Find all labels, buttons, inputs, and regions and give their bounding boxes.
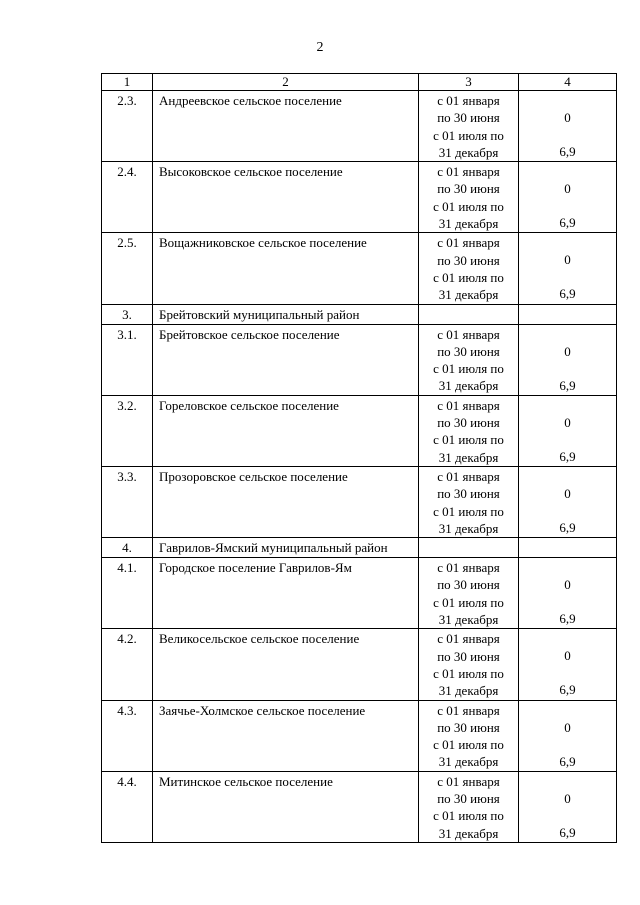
period-line: 31 декабря [438, 520, 499, 536]
value-stack [519, 162, 616, 231]
row-number: 3.3. [102, 466, 153, 537]
table-row [102, 466, 617, 537]
row-name: Заячье-Холмское сельское поселение [153, 700, 419, 771]
period-line: с 01 января [437, 93, 500, 108]
group-row [102, 538, 617, 558]
column-header-1: 1 [102, 74, 153, 91]
value-first-half: 0 [564, 485, 571, 501]
row-period [419, 629, 519, 700]
period-line: с 01 января [437, 773, 500, 789]
row-period [419, 324, 519, 395]
value-stack [519, 396, 616, 465]
row-period [419, 91, 519, 162]
period-line: по 30 июня [437, 648, 500, 664]
period-line: по 30 июня [437, 252, 500, 268]
row-value [519, 538, 617, 558]
row-name: Митинское сельское поселение [153, 771, 419, 842]
value-second-half: 6,9 [559, 448, 576, 464]
period-line: по 30 июня [437, 719, 500, 735]
row-name: Прозоровское сельское поселение [153, 466, 419, 537]
period-line: по 30 июня [437, 181, 500, 197]
value-first-half: 0 [564, 648, 571, 664]
period-line: по 30 июня [437, 343, 500, 359]
value-stack [519, 701, 616, 770]
period-line: с 01 июля по [433, 127, 504, 143]
row-period [419, 466, 519, 537]
period-line: 31 декабря [438, 754, 499, 770]
period-line: 31 декабря [438, 825, 499, 841]
row-value [519, 629, 617, 700]
row-number: 3. [102, 304, 153, 324]
table-body [102, 74, 617, 843]
period-line: с 01 июля по [433, 665, 504, 681]
period-line: с 01 января [437, 326, 500, 342]
row-value [519, 324, 617, 395]
row-number: 4.1. [102, 558, 153, 629]
row-period [419, 304, 519, 324]
value-first-half: 0 [564, 577, 571, 593]
row-period [419, 700, 519, 771]
row-value [519, 700, 617, 771]
table-row [102, 162, 617, 233]
period-line: с 01 июля по [433, 808, 504, 824]
row-number: 4.4. [102, 771, 153, 842]
period-line: с 01 июля по [433, 737, 504, 753]
row-value [519, 558, 617, 629]
period-line: 31 декабря [438, 612, 499, 628]
row-period [419, 162, 519, 233]
value-second-half: 6,9 [559, 144, 576, 159]
row-number: 3.2. [102, 395, 153, 466]
value-second-half: 6,9 [559, 824, 576, 840]
value-stack [519, 558, 616, 627]
period-line: с 01 января [437, 164, 500, 180]
row-name: Великосельское сельское поселение [153, 629, 419, 700]
column-header-3: 3 [419, 74, 519, 91]
table-row [102, 91, 617, 162]
row-name: Городское поселение Гаврилов-Ям [153, 558, 419, 629]
column-header-4: 4 [519, 74, 617, 91]
table-header-row [102, 74, 617, 91]
row-number: 2.5. [102, 233, 153, 304]
value-first-half: 0 [564, 790, 571, 806]
row-name: Вощажниковское сельское поселение [153, 233, 419, 304]
period-line: 31 декабря [438, 287, 499, 303]
table-row [102, 700, 617, 771]
period-line: 31 декабря [438, 144, 499, 160]
period-line: по 30 июня [437, 790, 500, 806]
value-second-half: 6,9 [559, 377, 576, 393]
value-second-half: 6,9 [559, 215, 576, 231]
period-line: по 30 июня [437, 486, 500, 502]
row-number: 4.3. [102, 700, 153, 771]
column-header-2: 2 [153, 74, 419, 91]
row-value [519, 233, 617, 304]
row-value [519, 395, 617, 466]
row-name: Брейтовское сельское поселение [153, 324, 419, 395]
period-line: с 01 января [437, 235, 500, 251]
row-name: Гаврилов-Ямский муниципальный район [153, 538, 419, 558]
table-row [102, 558, 617, 629]
row-period [419, 771, 519, 842]
row-number: 2.3. [102, 91, 153, 162]
row-period [419, 395, 519, 466]
period-line: с 01 января [437, 468, 500, 484]
value-first-half: 0 [564, 343, 571, 359]
row-value [519, 91, 617, 162]
value-second-half: 6,9 [559, 286, 576, 302]
row-number: 4. [102, 538, 153, 558]
value-stack [519, 325, 616, 394]
row-value [519, 771, 617, 842]
period-line: с 01 июля по [433, 503, 504, 519]
row-name: Высоковское сельское поселение [153, 162, 419, 233]
row-period [419, 538, 519, 558]
value-stack [519, 233, 616, 302]
row-number: 4.2. [102, 629, 153, 700]
period-line: по 30 июня [437, 415, 500, 431]
period-line: 31 декабря [438, 216, 499, 232]
group-row [102, 304, 617, 324]
value-second-half: 6,9 [559, 682, 576, 698]
value-first-half: 0 [564, 252, 571, 268]
row-number: 2.4. [102, 162, 153, 233]
period-line: с 01 января [437, 560, 500, 576]
page-number: 2 [316, 40, 324, 55]
value-stack [519, 467, 616, 536]
period-line: по 30 июня [437, 577, 500, 593]
period-line: с 01 июля по [433, 361, 504, 377]
period-line: с 01 января [437, 631, 500, 647]
value-second-half: 6,9 [559, 753, 576, 769]
period-line: с 01 января [437, 397, 500, 413]
value-stack [519, 91, 616, 160]
value-second-half: 6,9 [559, 519, 576, 535]
period-line: с 01 июля по [433, 594, 504, 610]
period-line: 31 декабря [438, 378, 499, 394]
period-line: 31 декабря [438, 449, 499, 465]
table-row [102, 324, 617, 395]
table-row [102, 771, 617, 842]
value-first-half: 0 [564, 110, 571, 125]
row-value [519, 466, 617, 537]
table-row [102, 629, 617, 700]
value-first-half: 0 [564, 719, 571, 735]
rates-table [101, 73, 617, 843]
value-stack [519, 772, 616, 841]
period-line: с 01 июля по [433, 198, 504, 214]
period-line: 31 декабря [438, 683, 499, 699]
table-row [102, 395, 617, 466]
period-line: с 01 июля по [433, 432, 504, 448]
row-period [419, 558, 519, 629]
row-name: Гореловское сельское поселение [153, 395, 419, 466]
row-name: Брейтовский муниципальный район [153, 304, 419, 324]
period-line: с 01 января [437, 702, 500, 718]
row-name: Андреевское сельское поселение [153, 91, 419, 162]
row-value [519, 304, 617, 324]
value-second-half: 6,9 [559, 611, 576, 627]
row-period [419, 233, 519, 304]
period-line: по 30 июня [437, 110, 500, 126]
row-number: 3.1. [102, 324, 153, 395]
value-first-half: 0 [564, 181, 571, 197]
period-line: с 01 июля по [433, 269, 504, 285]
row-value [519, 162, 617, 233]
value-first-half: 0 [564, 414, 571, 430]
value-stack [519, 629, 616, 698]
table-row [102, 233, 617, 304]
